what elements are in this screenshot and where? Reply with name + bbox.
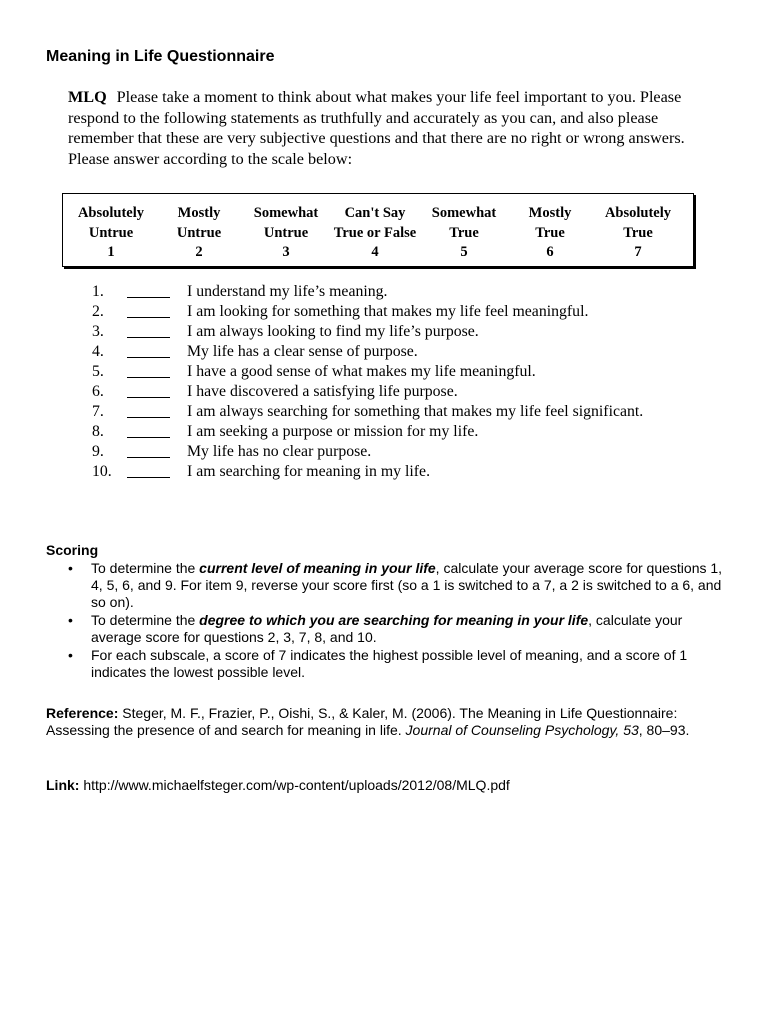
scoring-emphasis: degree to which you are searching for meaning in your life [199,612,589,628]
scale-value: 6 [546,244,554,260]
reference [46,705,726,739]
scoring-item [46,560,726,611]
reference-pages: , 80–93. [638,722,690,738]
page-title: Meaning in Life Questionnaire [46,48,275,65]
link-line [46,777,726,794]
intro-label: MLQ [68,88,107,106]
question-number: 6. [92,383,104,400]
scoring-emphasis: current level of meaning in your life [199,560,436,576]
scale-value: 1 [107,244,115,260]
scale-label: Absolutely [604,205,672,221]
answer-blank[interactable] [127,397,170,398]
scale-label: Can't Say [344,205,406,221]
link-url[interactable]: http://www.michaelfsteger.com/wp-content/uploads/2012/08/MLQ.pdf [83,777,510,793]
scale-option-1 [75,204,147,263]
scale-label: Somewhat [253,205,319,221]
scale-label: True [535,224,565,241]
scoring-heading: Scoring [46,542,99,558]
question-number: 1. [92,283,104,300]
answer-blank[interactable] [127,297,170,298]
answer-blank[interactable] [127,377,170,378]
question-text: I am searching for meaning in my life. [187,463,431,480]
scale-label: True [623,224,653,241]
question-text: My life has a clear sense of purpose. [187,343,418,360]
scale-value: 7 [634,244,642,260]
scale-value: 5 [460,244,468,260]
scale-label: Mostly [528,205,572,221]
question-number: 10. [92,463,112,480]
scale-option-3 [247,204,325,263]
question-number: 7. [92,403,104,420]
answer-blank[interactable] [127,317,170,318]
scale-label: Untrue [176,224,222,241]
intro-paragraph [68,87,708,169]
scoring-list [46,560,726,682]
answer-blank[interactable] [127,337,170,338]
scale-value: 2 [195,244,203,260]
scale-label: True [449,224,479,241]
scale-option-4 [327,204,423,263]
scale-value: 3 [282,244,290,260]
scale-label: Somewhat [431,205,497,221]
question-text: I am always looking to find my life’s purpose. [187,323,479,340]
scoring-text: , calculate your average score for questions 2, 3, 7, 8, and 10. [91,612,683,645]
question-number: 9. [92,443,104,460]
answer-blank[interactable] [127,417,170,418]
answer-blank[interactable] [127,457,170,458]
scale-option-7 [597,204,679,263]
question-number: 4. [92,343,104,360]
question-text: My life has no clear purpose. [187,443,372,460]
scale-label: Mostly [177,205,221,221]
scale-option-5 [423,204,505,263]
scale-option-2 [165,204,233,263]
bullet-icon: • [68,612,73,628]
scale-label: Untrue [263,224,309,241]
scoring-item [46,647,726,681]
question-number: 8. [92,423,104,440]
intro-text: Please take a moment to think about what makes your life feel important to you. Please respond to the following statements as truthfully and accurately as you can, and also please remember that these are very subjective questions and that there are no right or wrong answers. Please answer according to the scale below: [68,88,685,168]
question-number: 3. [92,323,104,340]
question-text: I am always searching for something that makes my life feel significant. [187,403,644,420]
question-text: I have a good sense of what makes my life meaningful. [187,363,536,380]
link-label: Link: [46,777,80,793]
reference-label: Reference: [46,705,119,721]
scale-label: True or False [333,224,417,241]
answer-blank[interactable] [127,437,170,438]
scale-value: 4 [371,244,379,260]
scoring-text: For each subscale, a score of 7 indicates the highest possible level of meaning, and a score of 1 indicates the lowest possible level. [91,647,688,680]
answer-blank[interactable] [127,357,170,358]
question-text: I am looking for something that makes my life feel meaningful. [187,303,589,320]
scale-option-6 [515,204,585,263]
scoring-item [46,612,726,646]
scale-label: Absolutely [77,205,145,221]
question-number: 2. [92,303,104,320]
bullet-icon: • [68,560,73,576]
question-text: I have discovered a satisfying life purpose. [187,383,458,400]
scoring-text: To determine the [91,612,200,628]
bullet-icon: • [68,647,73,663]
question-text: I understand my life’s meaning. [187,283,388,300]
scoring-text: , calculate your average score for questions 1, 4, 5, 6, and 9. For item 9, reverse your score first (so a 1 is switched to a 7, a 2 is switched to a 6, and so on). [91,560,723,610]
question-text: I am seeking a purpose or mission for my life. [187,423,479,440]
reference-text: Steger, M. F., Frazier, P., Oishi, S., & Kaler, M. (2006). The Meaning in Life Questionnaire: Assessing the presence of and search for meaning in life. [46,705,678,738]
response-scale [62,193,694,267]
answer-blank[interactable] [127,477,170,478]
question-number: 5. [92,363,104,380]
scale-label: Untrue [88,224,134,241]
reference-journal: Journal of Counseling Psychology, 53 [405,722,639,738]
scoring-text: To determine the [91,560,200,576]
